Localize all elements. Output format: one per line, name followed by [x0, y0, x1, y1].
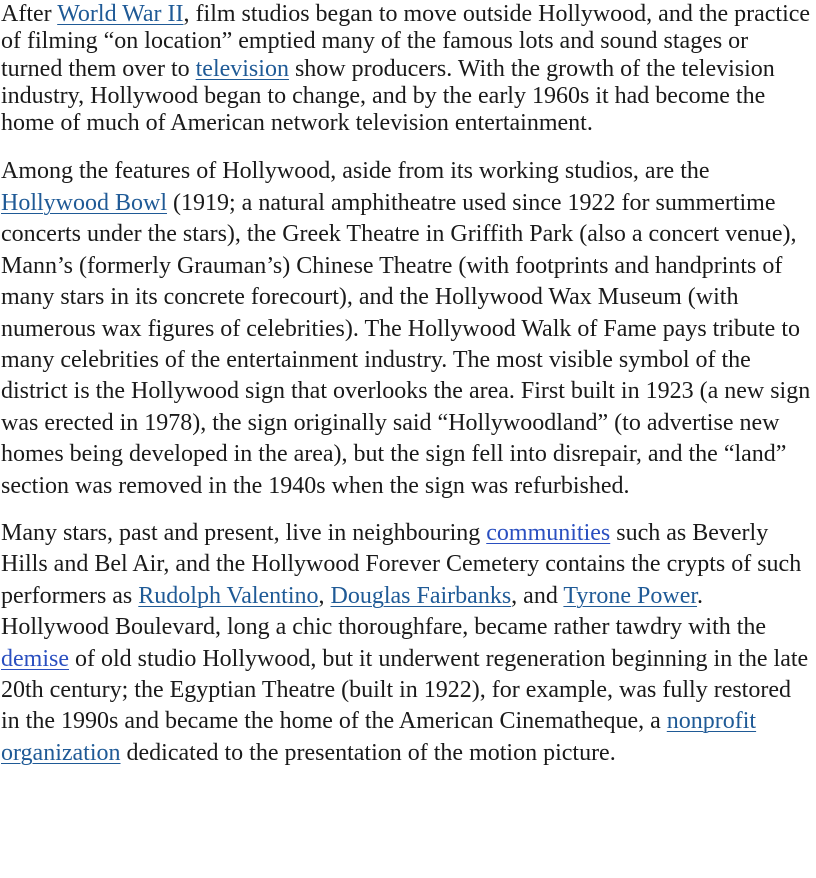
link-douglas-fairbanks[interactable]: Douglas Fairbanks — [330, 582, 512, 609]
link-nonprofit-organization[interactable]: nonprofit organization — [1, 708, 757, 766]
link-hollywood-bowl[interactable]: Hollywood Bowl — [1, 189, 168, 216]
link-communities[interactable]: communities — [486, 519, 611, 546]
text-segment: Many stars, past and present, live in neighbouring — [1, 519, 487, 546]
text-segment: show producers. With the growth of the television industry, Hollywood began to change, and by the early 1960s it had become the home of much of American network television entertainment. — [1, 55, 775, 137]
text-segment: (1919; a natural amphitheatre used since 1922 for summertime concerts under the stars), the Greek Theatre in Griffith Park (also a concert venue), Mann’s (formerly Grauman’s) Chinese Theatre (with footprints and handprints of many stars in its concrete forecourt), and the Hollywood Wax Museum (with numerous wax figures of celebrities). The Hollywood Walk of Fame pays tribute to many celebrities of the entertainment industry. The most visible symbol of the district is the Hollywood sign that overlooks the area. First built in 1923 (a new sign was erected in 1978), the sign originally said “Hollywoodland” (to advertise new homes being developed in the area), but the sign fell into disrepair, and the “land” section was removed in the 1940s when the sign was refurbished. — [1, 189, 811, 499]
text-segment: , and — [511, 582, 564, 609]
text-segment: of old studio Hollywood, but it underwent regeneration beginning in the late 20th century; the Egyptian Theatre (built in 1922), for example, was fully restored in the 1990s and became the home of the American Cinematheque, a — [1, 645, 809, 735]
link-tyrone-power[interactable]: Tyrone Power — [563, 582, 698, 609]
paragraph-features — [1, 156, 814, 501]
paragraph-stars — [1, 518, 814, 769]
text-segment: . Hollywood Boulevard, long a chic thoroughfare, became rather tawdry with the — [1, 582, 767, 641]
text-segment: Among the features of Hollywood, aside from its working studios, are the — [1, 158, 710, 185]
text-segment: , — [318, 582, 331, 609]
text-segment: such as Beverly Hills and Bel Air, and the Hollywood Forever Cemetery contains the crypts of such performers as — [1, 519, 802, 609]
text-segment: dedicated to the presentation of the motion picture. — [120, 739, 616, 766]
paragraph-postwar — [1, 0, 814, 137]
link-world-war-ii[interactable]: World War II — [57, 1, 184, 27]
link-television[interactable]: television — [195, 55, 289, 82]
link-rudolph-valentino[interactable]: Rudolph Valentino — [138, 582, 319, 609]
link-demise[interactable]: demise — [1, 645, 69, 672]
text-segment: , film studios began to move outside Hollywood, and the practice of filming “on location” emptied many of the famous lots and sound stages or turned them over to — [1, 1, 811, 82]
text-segment: After — [1, 1, 58, 27]
